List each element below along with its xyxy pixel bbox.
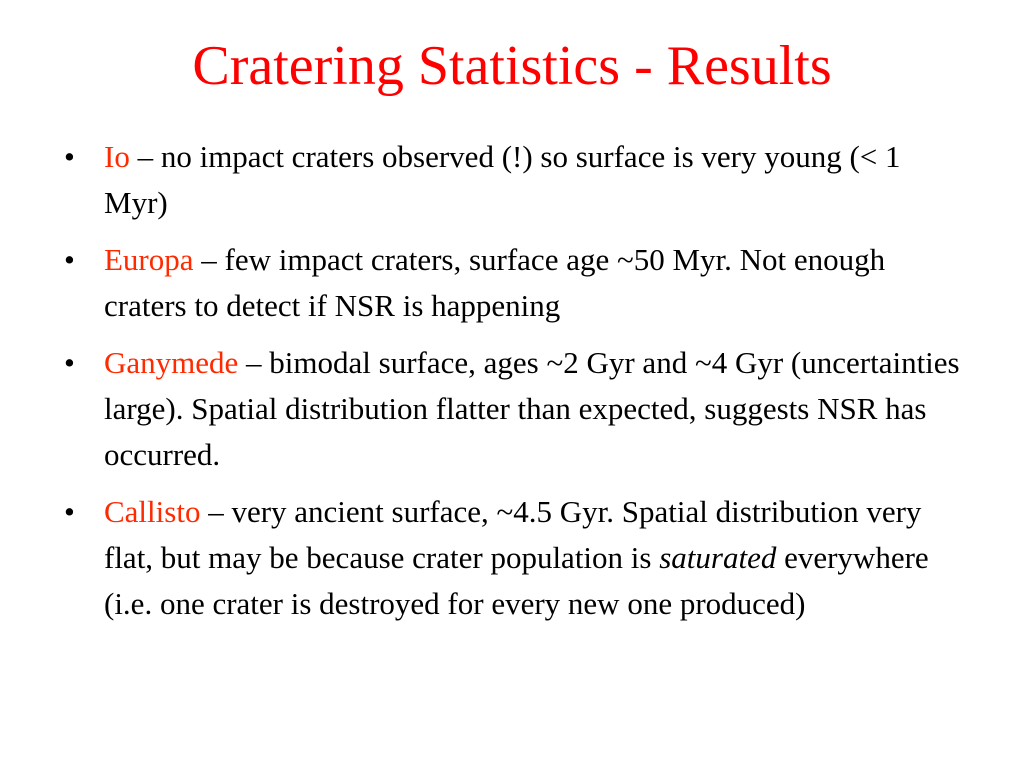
bullet-callisto [62, 489, 962, 627]
bullet-europa [62, 237, 962, 329]
bullet-term: Ganymede [104, 345, 239, 380]
bullet-ganymede [62, 340, 962, 478]
bullet-emphasis: saturated [659, 540, 777, 575]
bullet-text: – no impact craters observed (!) so surface is very young (< 1 Myr) [104, 139, 901, 220]
bullet-dot-icon: • [64, 242, 75, 277]
bullet-text-before: – very ancient surface, ~4.5 Gyr. Spatial distribution very flat, but may be because crater population is [104, 494, 922, 575]
bullet-text: – bimodal surface, ages ~2 Gyr and ~4 Gyr (uncertainties large). Spatial distribution flatter than expected, suggests NSR has occurred. [104, 345, 960, 472]
bullet-dot-icon: • [64, 494, 75, 529]
bullet-list [62, 134, 962, 638]
bullet-io [62, 134, 962, 226]
bullet-term: Io [104, 139, 130, 174]
bullet-text: – few impact craters, surface age ~50 Myr. Not enough craters to detect if NSR is happening [104, 242, 886, 323]
bullet-term: Europa [104, 242, 194, 277]
bullet-term: Callisto [104, 494, 201, 529]
bullet-dot-icon: • [64, 345, 75, 380]
bullet-dot-icon: • [64, 139, 75, 174]
slide-title: Cratering Statistics - Results [192, 35, 832, 97]
bullet-text-after: everywhere (i.e. one crater is destroyed for every new one produced) [104, 540, 929, 621]
